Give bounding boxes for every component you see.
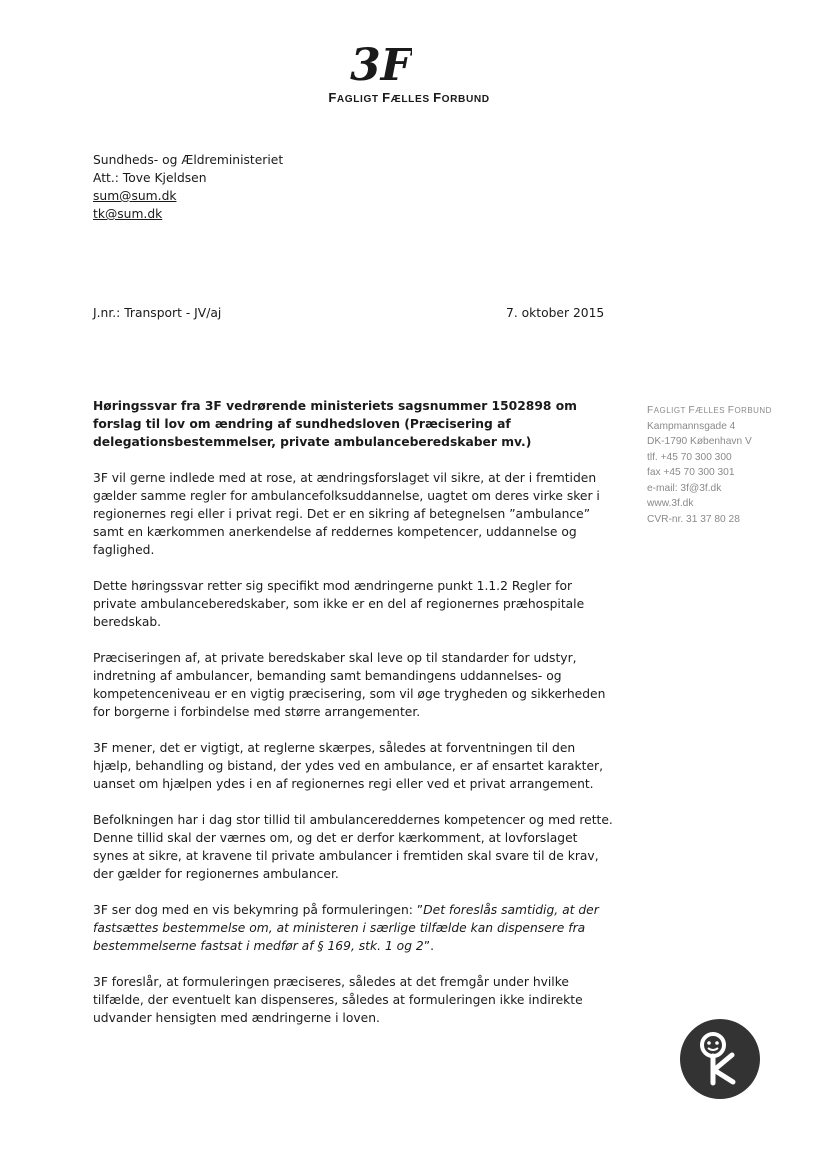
letter-title: Høringssvar fra 3F vedrørende ministeriets sagsnummer 1502898 om forslag til lov om ændring af sundhedsloven (Præcisering af delegationsbestemmelser, private ambulanceberedskaber mv.) xyxy=(93,399,577,449)
organization-name: FAGLIGT FÆLLES FORBUND xyxy=(328,90,490,105)
logo-mark: 3F xyxy=(350,42,412,86)
sender-address-block xyxy=(647,403,807,527)
journal-number: J.nr.: Transport - JV/aj xyxy=(93,306,222,320)
paragraph: 3F vil gerne indlede med at rose, at ændringsforslaget vil sikre, at der i fremtiden gælder samme regler for ambulancefolksuddannelse, uagtet om deres virke sker i regionernes regi eller i privat regi. Det er en sikring af betegnelsen ”ambulance” samt en kærkommen anerkendelse af reddernes kompetencer, uddannelse og faglighed. xyxy=(93,471,600,557)
paragraph: 3F foreslår, at formuleringen præciseres, således at det fremgår under hvilke tilfælde, der eventuelt kan dispenseres, således at formuleringen ikke indirekte udvander hensigten med ændringerne i loven. xyxy=(93,975,583,1025)
sidebar-email: e-mail: 3f@3f.dk xyxy=(647,482,722,494)
paragraph: Dette høringssvar retter sig specifikt mod ændringerne punkt 1.1.2 Regler for private ambulanceberedskaber, som ikke er en del af regionernes præhospitale beredskab. xyxy=(93,579,585,629)
sidebar-address: Kampmannsgade 4 xyxy=(647,420,736,432)
email-link[interactable]: sum@sum.dk xyxy=(93,189,177,203)
smiley-badge-icon xyxy=(680,1019,760,1099)
paragraph: 3F mener, det er vigtigt, at reglerne skærpes, således at forventningen til den hjælp, behandling og bistand, der ydes ved en ambulance, er af ensartet karakter, uanset om hjælpen ydes i en af regionernes regi eller ved et privat arrangement. xyxy=(93,741,604,791)
sidebar-cvr: CVR-nr. 31 37 80 28 xyxy=(647,513,740,525)
3f-logo-icon xyxy=(350,42,412,86)
recipient-line: Att.: Tove Kjeldsen xyxy=(93,171,207,185)
sidebar-org-name: FAGLIGT FÆLLES FORBUND xyxy=(647,405,772,416)
sidebar-city: DK-1790 København V xyxy=(647,436,752,447)
paragraph: Præciseringen af, at private beredskaber skal leve op til standarder for udstyr, indretning af ambulancer, bemanding samt bemandingens uddannelses- og kompetenceniveau er en vigtig præcisering, som vil øge trygheden og sikkerheden for borgerne i forbindelse med større arrangementer. xyxy=(93,651,606,719)
quoted-text: Det foreslås samtidig, at der fastsættes bestemmelse om, at ministeren i særlige tilfælde kan dispensere fra bestemmelserne fastsat i medfør af § 169, stk. 1 og 2 xyxy=(93,903,599,953)
email-link[interactable]: tk@sum.dk xyxy=(93,207,163,221)
sidebar-web: www.3f.dk xyxy=(647,498,694,509)
letter-body xyxy=(93,397,615,1045)
paragraph: 3F ser dog med en vis bekymring på formuleringen: ”Det foreslås samtidig, at der fastsættes bestemmelse om, at ministeren i særlige tilfælde kan dispensere fra bestemmelserne fastsat i medfør af § 169, stk. 1 og 2”. xyxy=(93,903,599,953)
sidebar-phone: tlf. +45 70 300 300 xyxy=(647,451,732,463)
recipient-line: Sundheds- og Ældreministeriet xyxy=(93,153,284,167)
sidebar-fax: fax +45 70 300 301 xyxy=(647,467,735,478)
recipient-block xyxy=(93,151,283,223)
letter-date: 7. oktober 2015 xyxy=(506,306,605,320)
paragraph: Befolkningen har i dag stor tillid til ambulancereddernes kompetencer og med rette. Denne tillid skal der værnes om, og det er derfor kærkomment, at lovforslaget synes at sikre, at kravene til private ambulancer i fremtiden skal svare til de krav, der gælder for regionernes ambulancer. xyxy=(93,813,613,881)
